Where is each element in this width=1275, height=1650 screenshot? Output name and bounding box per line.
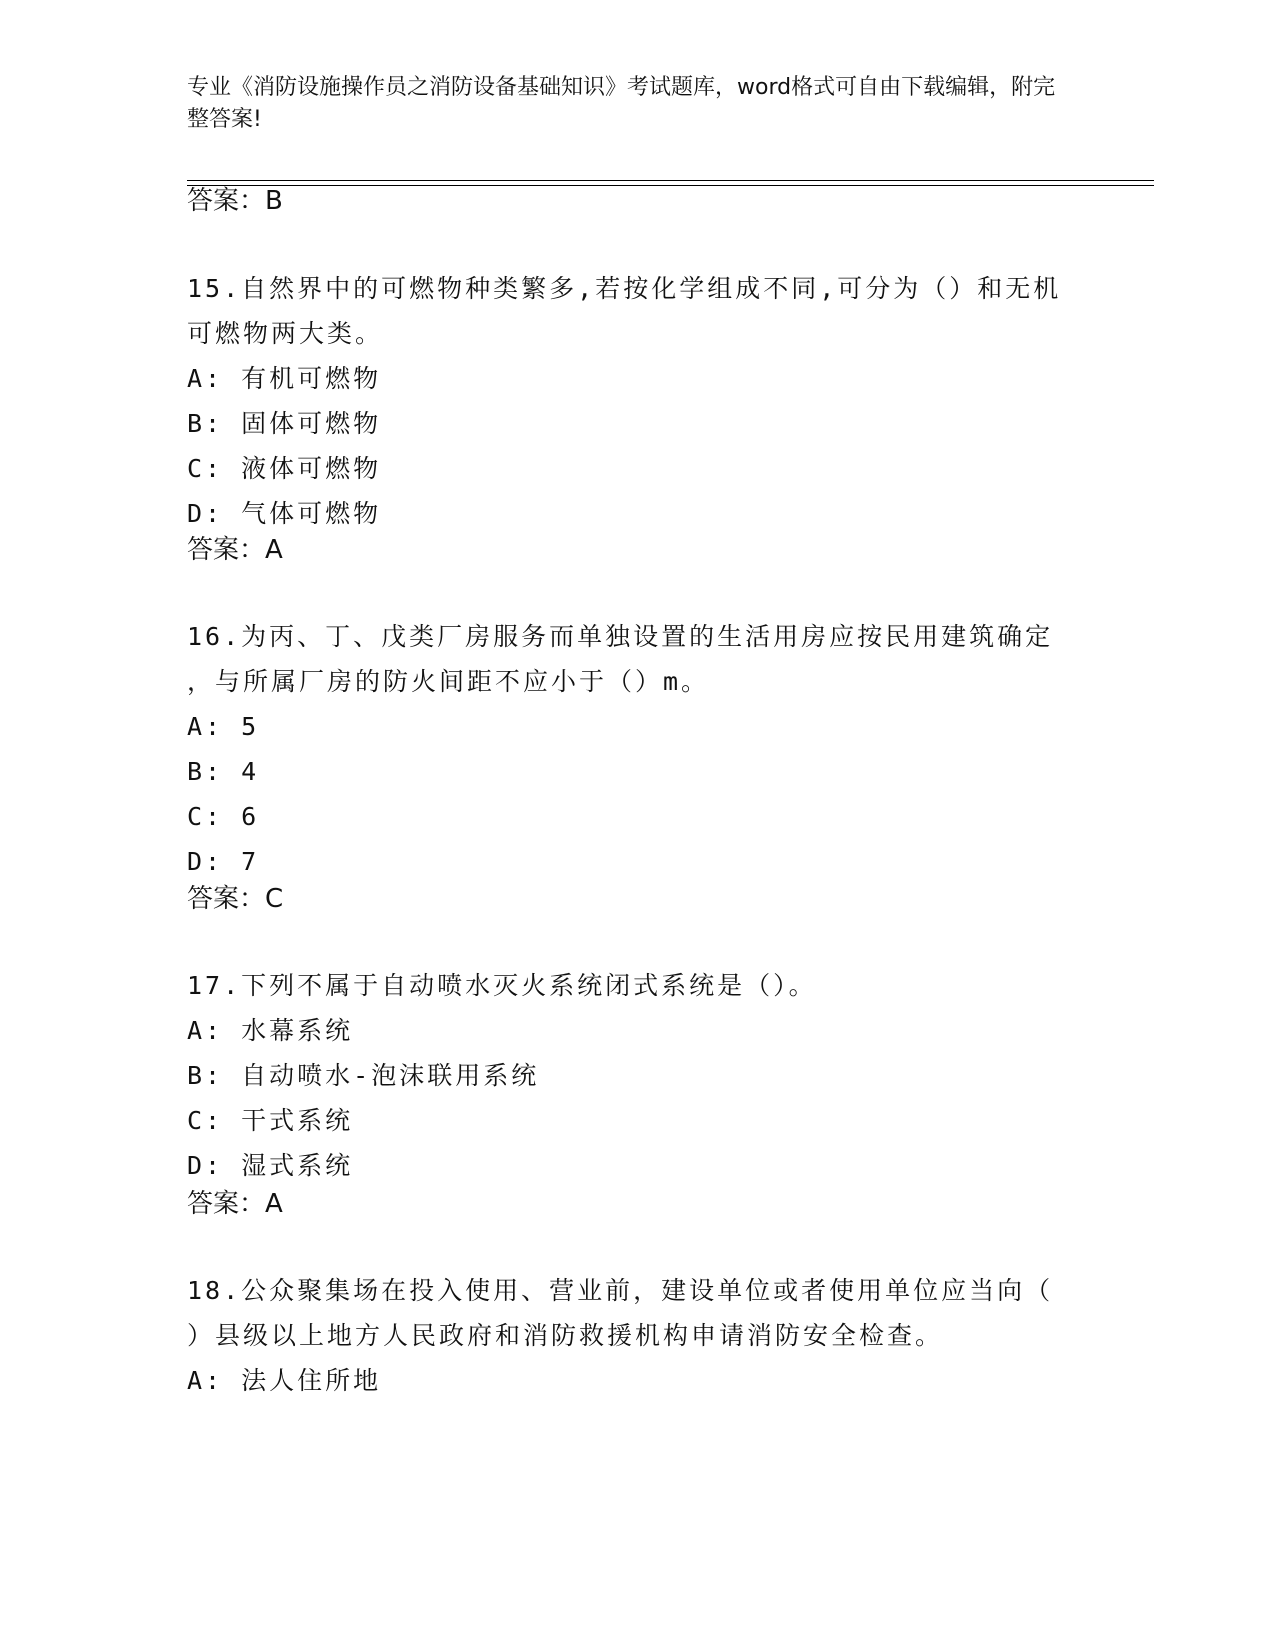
document-header: 专业《消防设施操作员之消防设备基础知识》考试题库，word格式可自由下载编辑，附完整答案! xyxy=(187,75,1056,132)
answer-17: 答案：A xyxy=(187,1189,283,1219)
question-stem-continued: ）县级以上地方人民政府和消防救援机构申请消防安全检查。 xyxy=(187,1321,944,1350)
option-b: B: 固体可燃物 xyxy=(187,409,382,438)
answer-prev: 答案：B xyxy=(187,186,283,216)
option-c: C: 6 xyxy=(187,802,260,831)
question-stem: 15.自然界中的可燃物种类繁多,若按化学组成不同,可分为（）和无机 xyxy=(187,274,1062,303)
question-18 xyxy=(187,1268,1087,1403)
question-stem: 17.下列不属于自动喷水灭火系统闭式系统是（）。 xyxy=(187,971,817,1000)
option-a: A: 有机可燃物 xyxy=(187,364,382,393)
option-a: A: 水幕系统 xyxy=(187,1016,354,1045)
option-a: A: 法人住所地 xyxy=(187,1366,382,1395)
question-stem: 16.为丙、丁、戊类厂房服务而单独设置的生活用房应按民用建筑确定 xyxy=(187,622,1054,651)
question-15 xyxy=(187,266,1087,536)
question-16 xyxy=(187,614,1087,884)
answer-16: 答案：C xyxy=(187,884,284,914)
question-stem-continued: 可燃物两大类。 xyxy=(187,319,384,348)
option-b: B: 自动喷水-泡沫联用系统 xyxy=(187,1061,540,1090)
question-stem: 18.公众聚集场在投入使用、营业前，建设单位或者使用单位应当向（ xyxy=(187,1276,1054,1305)
question-stem-continued: ，与所属厂房的防火间距不应小于（）m。 xyxy=(187,667,710,696)
answer-15: 答案：A xyxy=(187,535,283,565)
header-divider-bottom xyxy=(187,185,1154,186)
option-d: D: 7 xyxy=(187,847,260,876)
header-divider-top xyxy=(187,180,1154,181)
option-b: B: 4 xyxy=(187,757,260,786)
question-17 xyxy=(187,963,1087,1188)
option-d: D: 气体可燃物 xyxy=(187,499,382,528)
option-d: D: 湿式系统 xyxy=(187,1151,354,1180)
option-c: C: 液体可燃物 xyxy=(187,454,382,483)
option-c: C: 干式系统 xyxy=(187,1106,354,1135)
option-a: A: 5 xyxy=(187,712,260,741)
